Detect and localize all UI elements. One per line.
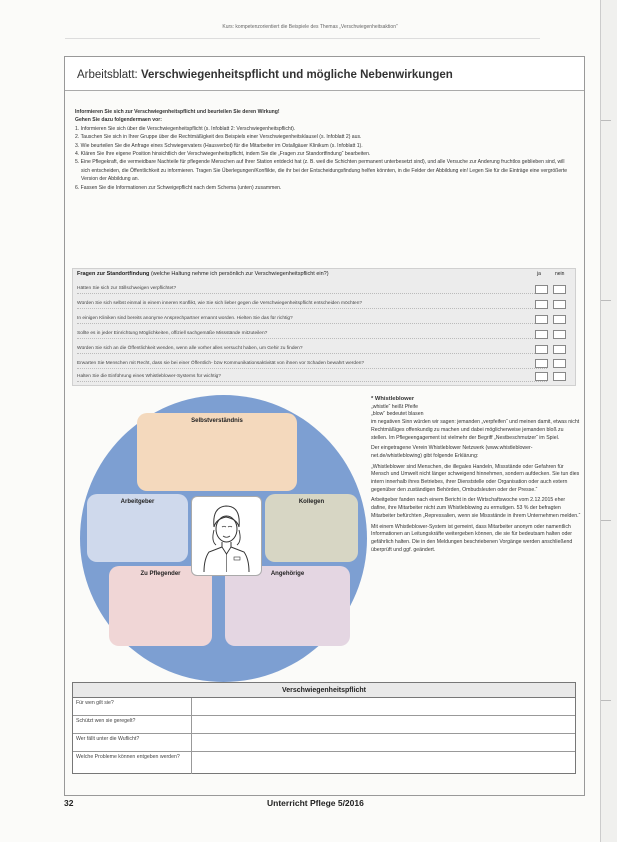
question-row: Würden Sie sich selbst einmal in einem inneren Konflikt, wie Sie sich lieber gegen die Verschwiegenheitspflicht entscheiden möchten? (77, 298, 547, 309)
card-colleagues[interactable] (265, 494, 358, 562)
row-divider (191, 752, 192, 774)
row-label: Wer fällt unter die Wuflicht? (76, 736, 140, 742)
table-row[interactable] (73, 752, 575, 774)
no-column-label: nein (555, 271, 565, 277)
answer-no-checkbox[interactable] (553, 359, 566, 368)
question-row: Sollte es in jeder Einrichtung Möglichkeiten, offiziell sachgemäße Missstände mitzuteilen? (77, 328, 547, 339)
instruction-step: 3. Wie beurteilen Sie die Anfrage eines Schwiegervaters (Hausverbot) für die Mitarbeiter im Ostallgäuer Klinikum (s. Infoblatt 1). (75, 142, 363, 149)
question-row: In einigen Kliniken sind bereits anonyme Ansprechpartner ernannt worden. Hielten Sie das für richtig? (77, 313, 547, 324)
answer-no-checkbox[interactable] (553, 315, 566, 324)
instructions-intro: Informieren Sie sich zur Verschwiegenheitspflicht und beurteilen Sie deren Wirkung! (75, 109, 280, 115)
page-number: 32 (64, 798, 74, 808)
answer-no-checkbox[interactable] (553, 300, 566, 309)
instruction-step: 4. Klären Sie Ihre eigene Position hinsichtlich der Verschwiegenheitspflicht, indem Sie die „Fragen zur Standortfindung“ bearbeiten. (75, 151, 371, 158)
questions-box (72, 268, 576, 386)
sidebar-text: Arbeitgeber fanden nach einem Bericht in der Wirtschaftswoche vom 2.12.2015 eher dafine, ihre Mitarbeiter nicht zum Whistleblowing zu ermutigen. 53 % der befragten Mitarbeiter befürchten „Repressalien, wenn sie Missstände in ihrem Unternehmen melden.“ (371, 497, 581, 519)
worksheet-label: Arbeitsblatt: (77, 69, 138, 81)
answer-yes-checkbox[interactable] (535, 315, 548, 324)
row-divider (191, 716, 192, 733)
nurse-illustration (191, 496, 262, 576)
answer-no-checkbox[interactable] (553, 330, 566, 339)
row-label: Für wen gilt sie? (76, 700, 114, 706)
header-rule (65, 38, 540, 39)
summary-table-header: Verschwiegenheitspflicht (73, 683, 575, 698)
nurse-icon (192, 497, 261, 575)
sidebar-text: „whistle“ heißt Pfeife (371, 403, 418, 410)
instruction-steps (75, 125, 575, 192)
table-row[interactable] (73, 734, 575, 752)
sidebar-text: Der eingetragene Verein Whistleblower Netzwerk (www.whistleblower-net.de/whistleblowing) gibt folgende Erklärung: (371, 445, 533, 459)
answer-yes-checkbox[interactable] (535, 359, 548, 368)
publication-title: Unterricht Pflege 5/2016 (267, 798, 364, 808)
instruction-step: 6. Fassen Sie die Informationen zur Schweigepflicht nach dem Schema (unten) zusammen. (75, 184, 282, 191)
question-row: Würden Sie sich an die Öffentlichkeit wenden, wenn alle vorher alles versucht haben, um Gehir zu finden? (77, 343, 547, 354)
answer-no-checkbox[interactable] (553, 345, 566, 354)
sidebar-title: * Whistleblower (371, 396, 415, 402)
card-employer[interactable] (87, 494, 188, 562)
questions-title-suffix: (welche Haltung nehme ich persönlich zur Verschwiegenheitspflicht ein?) (150, 271, 329, 277)
row-label: Schützt wen sie geregelt? (76, 718, 136, 724)
instructions-lead: Gehen Sie dazu folgendermaen vor: (75, 117, 162, 124)
sidebar-text: „Whistleblower sind Menschen, die illegales Handeln, Missstände oder Gefahren für Mensch und Umwelt nicht länger schweigend hinnehmen, sondern aufdecken. Sie tun dies intern innerhalb ihres Betriebes, ihrer Dienststelle oder Organisation oder auch extern gegenüber den zuständigen Behörden, Ombudsleuten oder der Presse.“ (371, 463, 580, 493)
summary-table (72, 682, 576, 774)
answer-yes-checkbox[interactable] (535, 372, 548, 381)
worksheet-title (77, 69, 453, 81)
row-divider (191, 734, 192, 751)
card-self-understanding[interactable] (137, 413, 297, 491)
instruction-step: 5. Eine Pflegekraft, die vermeidbare Nachteile für pflegende Menschen auf Ihrer Station entdeckt hat (z. B. weil die Schichten permanent unterbesetzt sind), und alle Versuche zur Anderung fruchtlos geblieben sind, will sich entscheiden, die Öffentlichkeit zu informieren. Tragen Sie Überlegungen/Konflikte, die ihr bei der Entscheidungsfindung helfen könnten, in die Felder der Abbildung ein! Legen Sie für die Einträge eine vergrößerte Version der Abbildung an. (75, 159, 568, 183)
questions-title-main: Fragen zur Standortfindung (77, 271, 150, 277)
sidebar-text: im negativen Sinn würden wir sagen: jemanden „verpfeifen“ und meinen damit, etwas nicht Rechtmäßiges offenkundig zu machen und dabei möglicherweise jemanden bloß zu stellen. Im Pflegeengagement ist vielmehr der Begriff „Nestbeschmutzer“ im Spiel. (371, 419, 580, 441)
questions-title (77, 271, 517, 277)
card-label: Kollegen (298, 499, 325, 505)
answer-yes-checkbox[interactable] (535, 300, 548, 309)
answer-yes-checkbox[interactable] (535, 330, 548, 339)
question-row: Halten Sie die Einführung eines Whistleblower-Systems für wichtig? (77, 371, 547, 382)
card-care-recipient[interactable] (109, 566, 212, 646)
card-relatives[interactable] (225, 566, 350, 646)
whistleblower-sidebar (371, 396, 581, 557)
answer-yes-checkbox[interactable] (535, 345, 548, 354)
question-row: Hätten Sie sich zur Stillschweigen verpflichtet? (77, 283, 547, 294)
card-label: Zu Pflegender (140, 571, 181, 577)
instructions (75, 108, 575, 192)
card-label: Selbstverständnis (191, 418, 243, 424)
answer-no-checkbox[interactable] (553, 372, 566, 381)
binder-edge (600, 0, 617, 842)
running-header: Kurs: kompetenzorientiert die Beispiele des Themas „Verschwiegenheitsaktion“ (222, 24, 398, 30)
row-label: Welche Probleme können entgeben werden? (76, 754, 180, 760)
binder-mark (601, 120, 611, 121)
table-row[interactable] (73, 716, 575, 734)
sidebar-text: Mit einem Whistleblower-System ist gemeint, dass Mitarbeiter anonym oder namentlich Informationen an Leitungskräfte weitergeben können, die sie für bedeutsam halten oder gefährlich halten. Die in den Meldungen beschriebenen Vorgänge werden anschließend überprüft und ggf. geändert. (371, 523, 573, 553)
row-divider (191, 698, 192, 715)
answer-yes-checkbox[interactable] (535, 285, 548, 294)
question-row: Erwarten Sie Menschen mit Recht, dass sie bei einer Öffentlich- bzw Kommunikationsaktivität von ihnen vor Schaden bewahrt werden? (77, 358, 547, 369)
table-row[interactable] (73, 698, 575, 716)
answer-no-checkbox[interactable] (553, 285, 566, 294)
yes-column-label: ja (537, 271, 541, 277)
card-label: Angehörige (270, 571, 305, 577)
sidebar-text: „blow“ bedeutet blasen (371, 411, 424, 418)
instruction-step: 2. Tauschen Sie sich in Ihrer Gruppe über die Rechtmäßigkeit des Beispiels einer Verschwiegenheitsklausel (s. Infoblatt 2) aus. (75, 134, 362, 141)
binder-mark (601, 300, 611, 301)
binder-mark (601, 520, 611, 521)
instruction-step: 1. Informieren Sie sich über die Verschwiegenheitspflicht (s. Infoblatt 2: Verschwiegenheitspflicht). (75, 125, 296, 132)
card-label: Arbeitgeber (120, 499, 155, 505)
worksheet-heading: Verschwiegenheitspflicht und mögliche Nebenwirkungen (140, 69, 453, 81)
binder-mark (601, 700, 611, 701)
